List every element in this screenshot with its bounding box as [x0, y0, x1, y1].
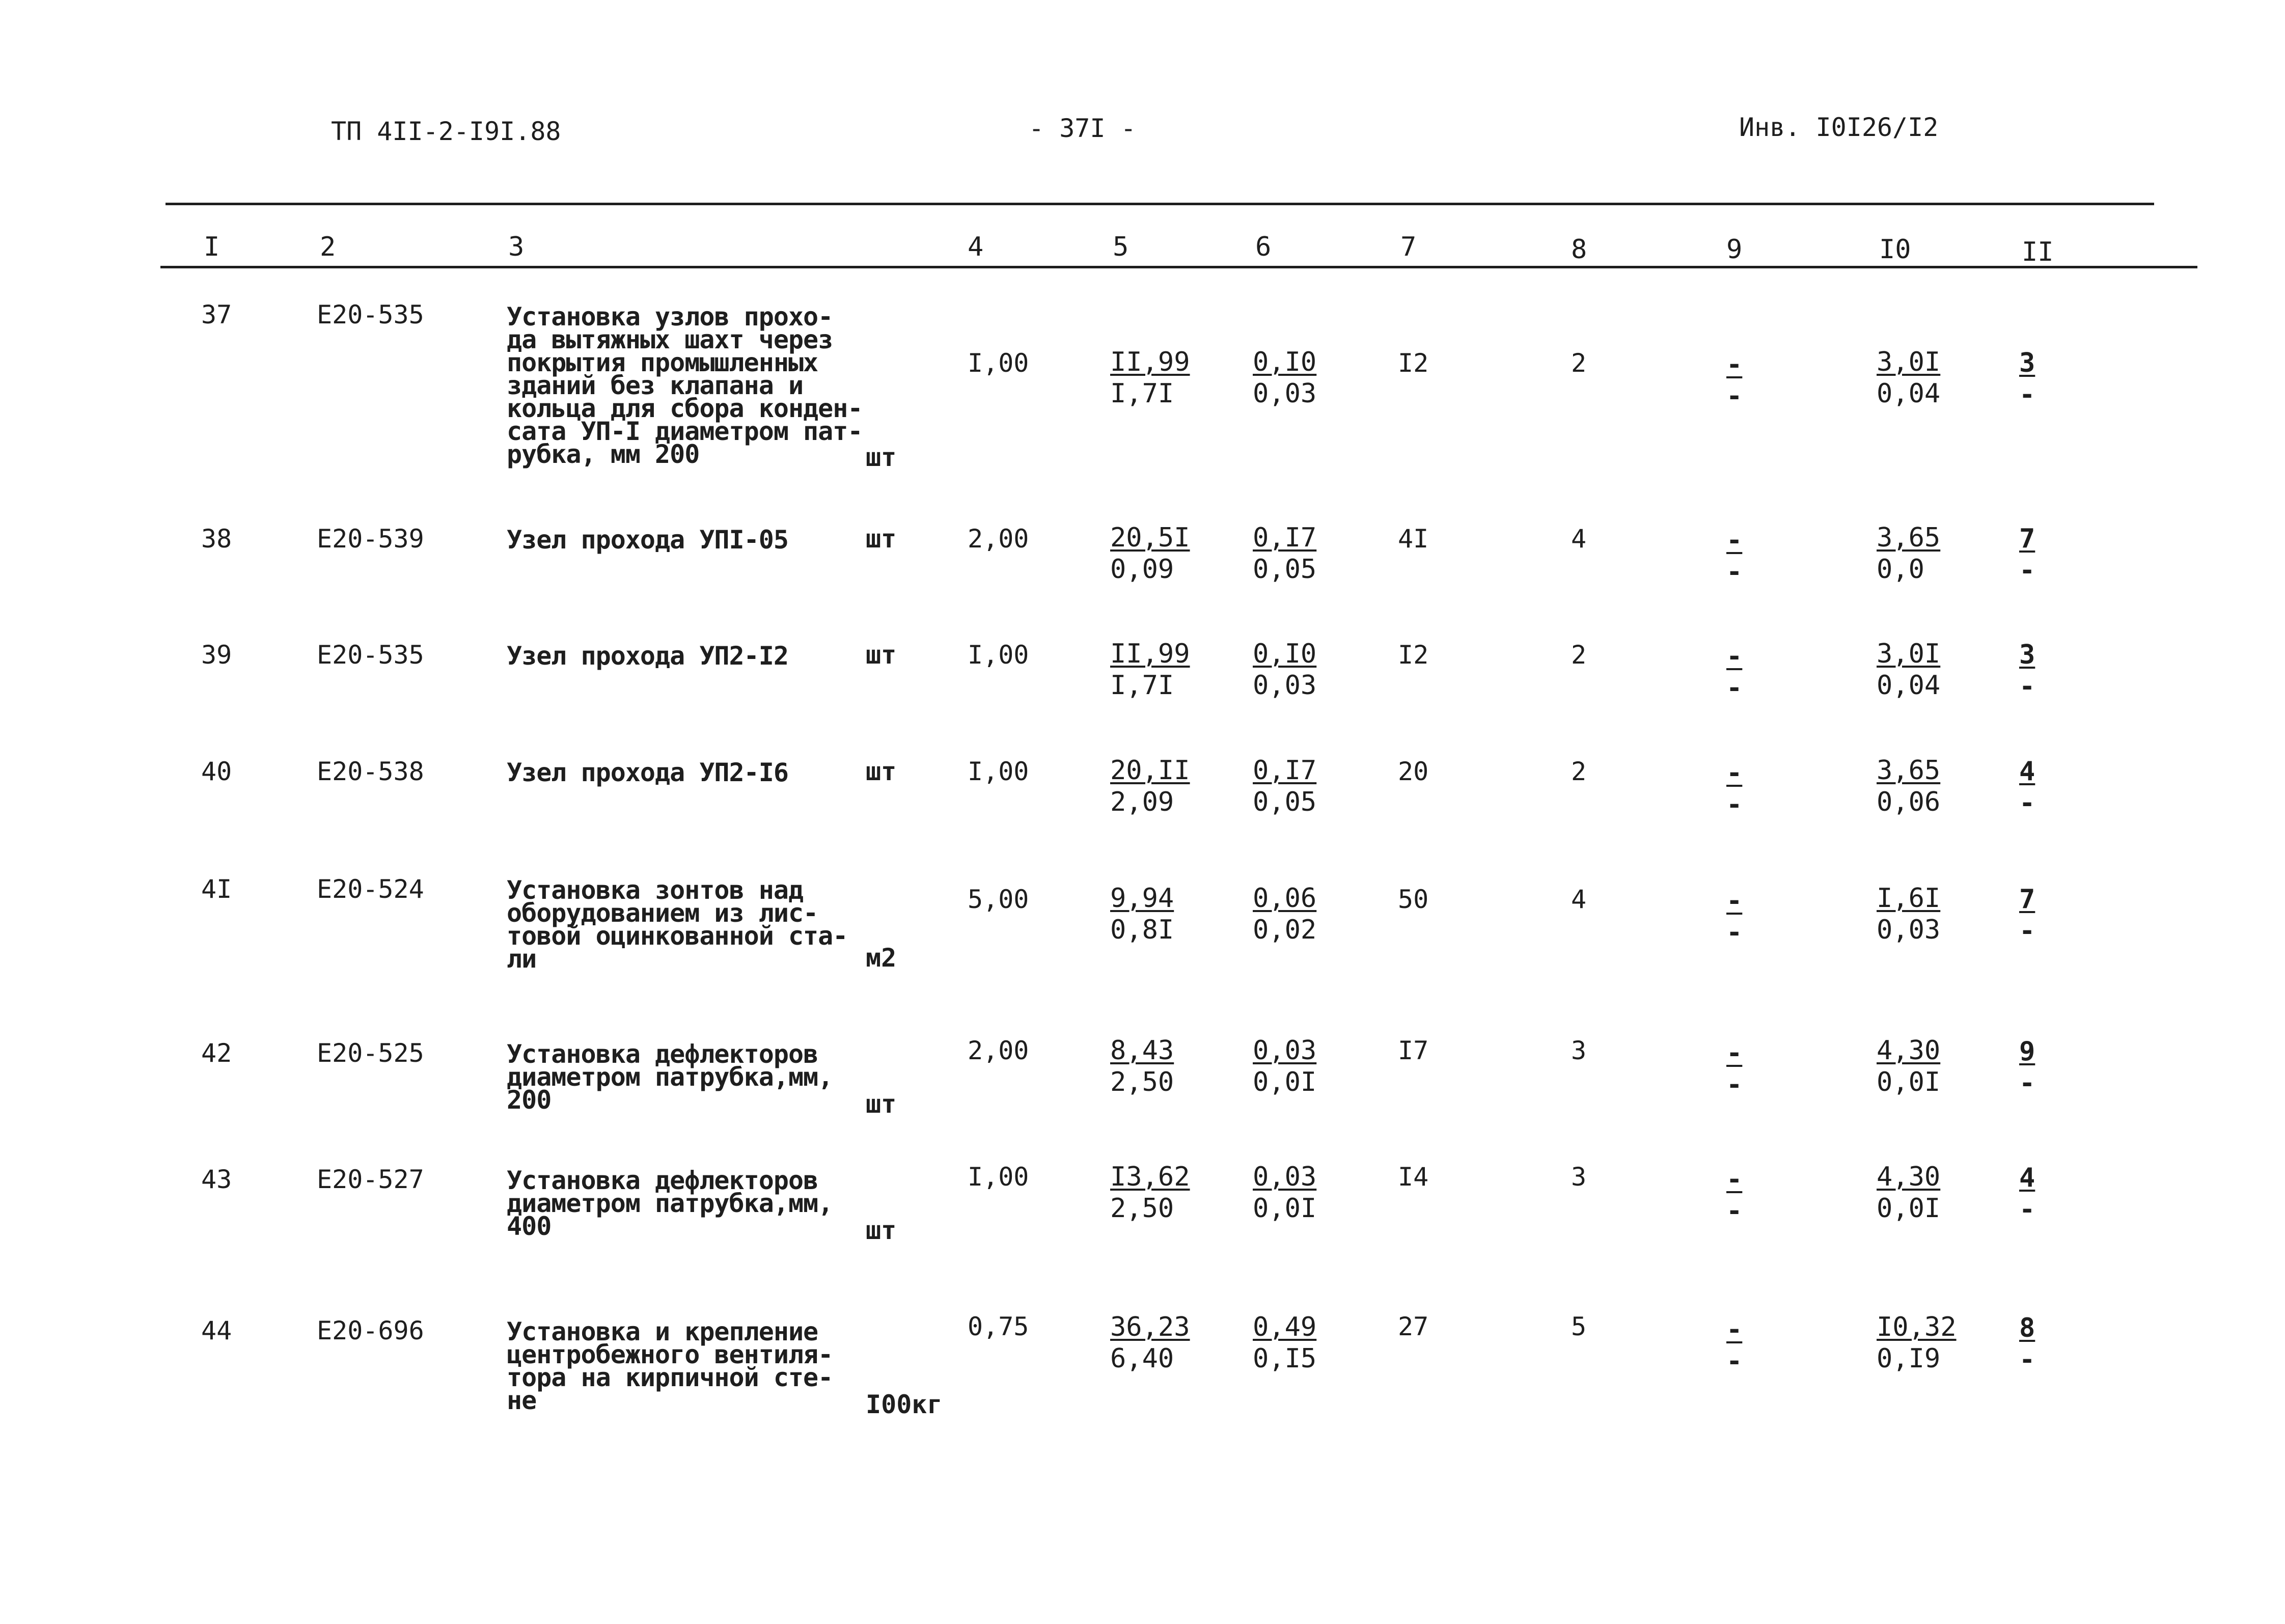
- col7-value: 50: [1398, 885, 1429, 914]
- work-description: Узел прохода УП2-I6: [507, 758, 788, 787]
- top-rule: [166, 203, 2154, 205]
- col11-values: 7 -: [2019, 884, 2035, 946]
- column-number: 3: [508, 232, 525, 262]
- unit-of-measure: м2: [866, 943, 897, 973]
- unit-of-measure: шт: [866, 640, 897, 670]
- col5-values: $\frac{20,5I}{0,09}$: [1110, 522, 1190, 585]
- col8-value: 5: [1571, 1312, 1587, 1341]
- column-number: II: [2022, 237, 2054, 267]
- col9-values: - -: [1726, 641, 1743, 703]
- col8-value: 4: [1571, 885, 1587, 914]
- col6-values: $\frac{0,I0}{0,03}$: [1253, 347, 1317, 409]
- col5-values: $\frac{II,99}{I,7I}$: [1110, 639, 1190, 701]
- rate-code: Е20-696: [317, 1316, 424, 1345]
- col8-value: 3: [1571, 1162, 1587, 1192]
- unit-of-measure: шт: [866, 757, 897, 786]
- work-description: Узел прохода УП2-I2: [507, 641, 788, 671]
- col10-values: $\frac{4,30}{0,0I}$: [1877, 1035, 1941, 1097]
- col8-value: 2: [1571, 640, 1587, 670]
- row-number: 40: [201, 757, 232, 786]
- quantity: I,00: [968, 1162, 1029, 1192]
- col8-value: 2: [1571, 757, 1587, 786]
- rate-code: Е20-524: [317, 874, 424, 904]
- unit-of-measure: шт: [866, 1089, 897, 1119]
- inventory-number: Инв. I0I26/I2: [1739, 113, 1939, 142]
- col10-values: $\frac{3,0I}{0,04}$: [1877, 639, 1941, 701]
- col7-value: I4: [1398, 1162, 1429, 1192]
- work-description: Установка узлов прохо- да вытяжных шахт через покрытия промышленных зданий без клапана и кольца для сбора конден- сата УП-I диаметром пат- рубка, мм 200: [507, 302, 863, 469]
- quantity: 2,00: [968, 1036, 1029, 1065]
- row-number: 44: [201, 1316, 232, 1345]
- quantity: I,00: [968, 640, 1029, 670]
- col6-values: $\frac{0,49}{0,I5}$: [1253, 1312, 1317, 1374]
- row-number: 37: [201, 300, 232, 329]
- quantity: 2,00: [968, 524, 1029, 554]
- col9-values: - -: [1726, 525, 1743, 587]
- col9-values: - -: [1726, 349, 1743, 411]
- rate-code: Е20-527: [317, 1165, 424, 1194]
- col7-value: I7: [1398, 1036, 1429, 1065]
- col6-values: $\frac{0,03}{0,0I}$: [1253, 1162, 1317, 1224]
- rate-code: Е20-539: [317, 524, 424, 554]
- col7-value: 20: [1398, 757, 1429, 786]
- col6-values: $\frac{0,06}{0,02}$: [1253, 883, 1317, 945]
- col8-value: 4: [1571, 524, 1587, 554]
- col11-values: 7 -: [2019, 524, 2035, 586]
- col9-values: - -: [1726, 1038, 1743, 1100]
- column-number: 9: [1726, 234, 1743, 265]
- page-number: - 37I -: [1029, 114, 1136, 143]
- col8-value: 2: [1571, 348, 1587, 378]
- quantity: 0,75: [968, 1312, 1029, 1341]
- col6-values: $\frac{0,I0}{0,03}$: [1253, 639, 1317, 701]
- col6-values: $\frac{0,03}{0,0I}$: [1253, 1035, 1317, 1097]
- quantity: 5,00: [968, 885, 1029, 914]
- unit-of-measure: шт: [866, 524, 897, 554]
- work-description: Установка зонтов над оборудованием из лис- товой оцинкованной ста- ли: [507, 875, 848, 974]
- col8-value: 3: [1571, 1036, 1587, 1065]
- column-number: 5: [1113, 232, 1129, 262]
- row-number: 38: [201, 524, 232, 554]
- column-number: 8: [1571, 234, 1587, 265]
- quantity: I,00: [968, 757, 1029, 786]
- col11-values: 3 -: [2019, 640, 2035, 702]
- col11-values: 9 -: [2019, 1036, 2035, 1098]
- document-code: ТП 4II-2-I9I.88: [331, 117, 561, 146]
- column-header-rule: [160, 266, 2197, 268]
- col5-values: $\frac{II,99}{I,7I}$: [1110, 347, 1190, 409]
- col11-values: 3 -: [2019, 348, 2035, 410]
- rate-code: Е20-538: [317, 757, 424, 786]
- column-number: 4: [968, 232, 984, 262]
- col5-values: $\frac{I3,62}{2,50}$: [1110, 1162, 1190, 1224]
- col10-values: $\frac{4,30}{0,0I}$: [1877, 1162, 1941, 1224]
- rate-code: Е20-535: [317, 640, 424, 670]
- col5-values: $\frac{20,II}{2,09}$: [1110, 755, 1190, 817]
- row-number: 4I: [201, 874, 232, 904]
- col10-values: $\frac{3,65}{0,0}$: [1877, 522, 1941, 585]
- col7-value: 4I: [1398, 524, 1429, 554]
- row-number: 39: [201, 640, 232, 670]
- unit-of-measure: шт: [866, 443, 897, 472]
- col11-values: 8 -: [2019, 1313, 2035, 1375]
- col9-values: - -: [1726, 1314, 1743, 1377]
- col6-values: $\frac{0,I7}{0,05}$: [1253, 522, 1317, 585]
- col10-values: $\frac{I,6I}{0,03}$: [1877, 883, 1941, 945]
- col6-values: $\frac{0,I7}{0,05}$: [1253, 755, 1317, 817]
- column-number: 2: [320, 232, 336, 262]
- column-number: 6: [1255, 232, 1272, 262]
- col5-values: $\frac{36,23}{6,40}$: [1110, 1312, 1190, 1374]
- row-number: 42: [201, 1038, 232, 1068]
- unit-of-measure: шт: [866, 1216, 897, 1245]
- col5-values: $\frac{9,94}{0,8I}$: [1110, 883, 1174, 945]
- column-number: I0: [1879, 234, 1911, 265]
- work-description: Установка дефлекторов диаметром патрубка,мм, 400: [507, 1166, 833, 1241]
- row-number: 43: [201, 1165, 232, 1194]
- col9-values: - -: [1726, 1164, 1743, 1226]
- col11-values: 4 -: [2019, 1163, 2035, 1225]
- col9-values: - -: [1726, 758, 1743, 820]
- work-description: Установка дефлекторов диаметром патрубка,мм, 200: [507, 1039, 833, 1115]
- col7-value: 27: [1398, 1312, 1429, 1341]
- quantity: I,00: [968, 348, 1029, 378]
- col10-values: $\frac{I0,32}{0,I9}$: [1877, 1312, 1957, 1374]
- col10-values: $\frac{3,0I}{0,04}$: [1877, 347, 1941, 409]
- col9-values: - -: [1726, 886, 1743, 948]
- col10-values: $\frac{3,65}{0,06}$: [1877, 755, 1941, 817]
- work-description: Узел прохода УПI-05: [507, 525, 788, 555]
- column-number: I: [204, 232, 220, 262]
- col11-values: 4 -: [2019, 756, 2035, 818]
- unit-of-measure: I00кг: [866, 1390, 943, 1419]
- column-number: 7: [1400, 232, 1417, 262]
- col5-values: $\frac{8,43}{2,50}$: [1110, 1035, 1174, 1097]
- col7-value: I2: [1398, 640, 1429, 670]
- col7-value: I2: [1398, 348, 1429, 378]
- work-description: Установка и крепление центробежного вентиля- тора на кирпичной сте- не: [507, 1317, 833, 1415]
- rate-code: Е20-525: [317, 1038, 424, 1068]
- rate-code: Е20-535: [317, 300, 424, 329]
